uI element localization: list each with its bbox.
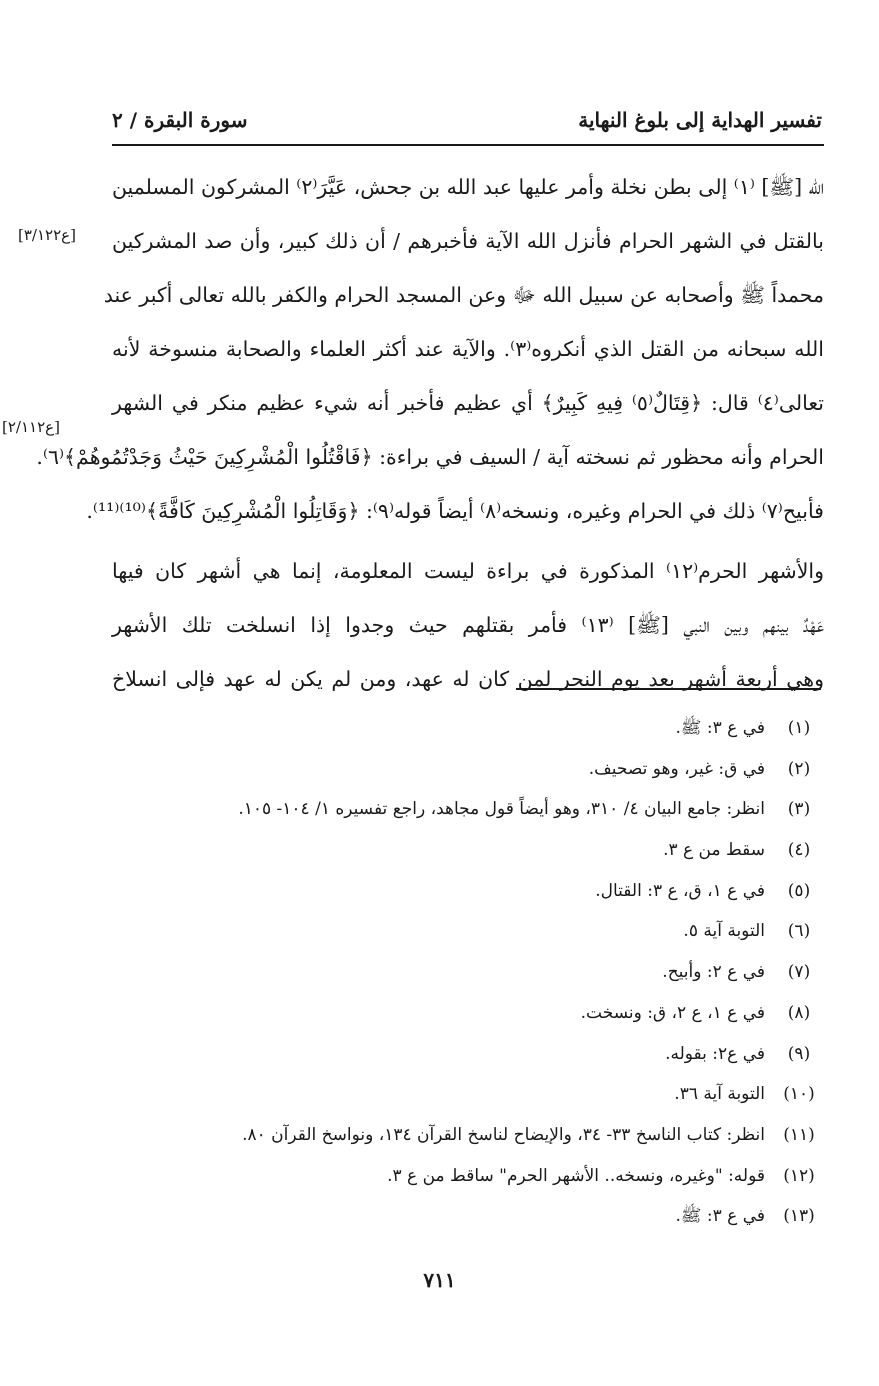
text-line: عَهْدٌ بينهم وبين النبي [ﷺ] ⁽١٣⁾ فأمر بقتلهم حيث وجدوا إذا انسلخت تلك الأشهر [112,613,824,637]
footnote-text: في ع ٣: ﷺ. [675,1206,765,1227]
footnote-number: (١٣) [783,1206,815,1227]
margin-reference: [ع٣/١٢٢] [18,226,76,244]
footnote-text: قوله: "وغيره، ونسخه.. الأشهر الحرم" ساقط من ع ٣. [387,1165,765,1186]
footnote [123,708,823,749]
footnote-text: في ع ٢: وأبيح. [662,962,765,983]
footnote [123,1115,823,1156]
footnote-text: انظر: كتاب الناسخ ٣٣- ٣٤، والإيضاح لناسخ القرآن ١٣٤، ونواسخ القرآن ٨٠. [242,1124,765,1145]
text-line: محمداً ﷺ وأصحابه عن سبيل الله ﷻ وعن المسجد الحرام والكفر بالله تعالى أكبر عند [103,283,824,307]
footnote-number: (٨) [787,1002,811,1023]
margin-reference: [ع٢/١١٢] [2,418,60,436]
footnote [123,952,823,993]
footnote [123,993,823,1034]
footnote [123,1156,823,1197]
footnote-number: (٧) [787,962,811,983]
footnote-text: في ق: غير، وهو تصحيف. [588,758,765,779]
footnote-number: (٩) [787,1043,811,1064]
footnote-number: (٢) [787,758,811,779]
footnote-text: سقط من ع ٣. [663,840,765,861]
footnote [123,1196,823,1237]
footnote-number: (١) [787,718,811,738]
footnote-text: التوبة آية ٣٦. [674,1084,765,1105]
footnote-number: (٣) [787,799,811,820]
page-header [112,100,822,140]
footnote-text: في ع ١، ع ٢، ق: ونسخت. [580,1002,765,1023]
footnote-text: في ع ١، ق، ع ٣: القتال. [595,880,765,901]
footnotes [123,708,823,1237]
text-line: الله [ﷺ] ⁽١⁾ إلى بطن نخلة وأمر عليها عبد الله بن جحش، عَيَّرَ⁽٢⁾ المشركون المسلمين [111,175,824,199]
footnote-number: (٤) [787,840,811,861]
footnote-number: (٦) [787,921,811,942]
footnote-number: (١١) [783,1124,815,1145]
footnote-text: في ع٢: بقوله. [665,1043,765,1064]
footnote [123,749,823,790]
text-line: بالقتل في الشهر الحرام فأنزل الله الآية فأخبرهم / أن ذلك كبير، وأن صد المشركين [112,229,824,253]
footnote-number: (١٢) [783,1165,815,1186]
text-line: وهي أربعة أشهر بعد يوم النحر لمن كان له عهد، ومن لم يكن له عهد فإلى انسلاخ [112,667,824,691]
footnote [123,1074,823,1115]
footnote-text: التوبة آية ٥. [683,921,765,942]
footnote [123,871,823,912]
footnote-number: (٥) [787,880,811,901]
surah-label: سورة البقرة / ٢ [112,108,248,132]
footnote [123,1034,823,1075]
footnote [123,789,823,830]
text-line: الله سبحانه من القتل الذي أنكروه⁽٣⁾. والآية عند أكثر العلماء والصحابة منسوخة لأنه [112,337,825,361]
text-line: تعالى⁽٤⁾ قال: ﴿قِتَالٌ⁽٥⁾ فِيهِ كَبِيرٌ﴾ أي عظيم فأخبر أنه شيء عظيم منكر في الشهر [112,391,825,415]
footnote-divider [516,688,821,690]
footnote [123,830,823,871]
footnote-text: في ع ٣: ﷺ. [675,718,765,738]
footnote-text: انظر: جامع البيان ٤/ ٣١٠، وهو أيضاً قول مجاهد، راجع تفسيره ١/ ١٠٤- ١٠٥. [238,799,765,820]
book-title: تفسير الهداية إلى بلوغ النهاية [578,108,822,132]
footnote-number: (١٠) [783,1084,815,1105]
text-line: والأشهر الحرم⁽١٢⁾ المذكورة في براءة ليست المعلومة، إنما هي أشهر كان فيها [112,559,824,583]
page-number: ٧١١ [423,1268,456,1292]
text-line: الحرام وأنه محظور ثم نسخته آية / السيف في براءة: ﴿فَاقْتُلُوا الْمُشْرِكِينَ حَيْثُ وَجَدْتُمُوهُمْ﴾⁽٦⁾. [36,445,824,469]
text-line: فأبيح⁽٧⁾ ذلك في الحرام وغيره، ونسخه⁽٨⁾ أيضاً قوله⁽٩⁾: ﴿وَقَاتِلُوا الْمُشْرِكِينَ كَافَّةً﴾⁽¹⁰⁾⁽¹¹⁾. [86,499,824,523]
footnote [123,911,823,952]
header-divider [112,144,824,146]
